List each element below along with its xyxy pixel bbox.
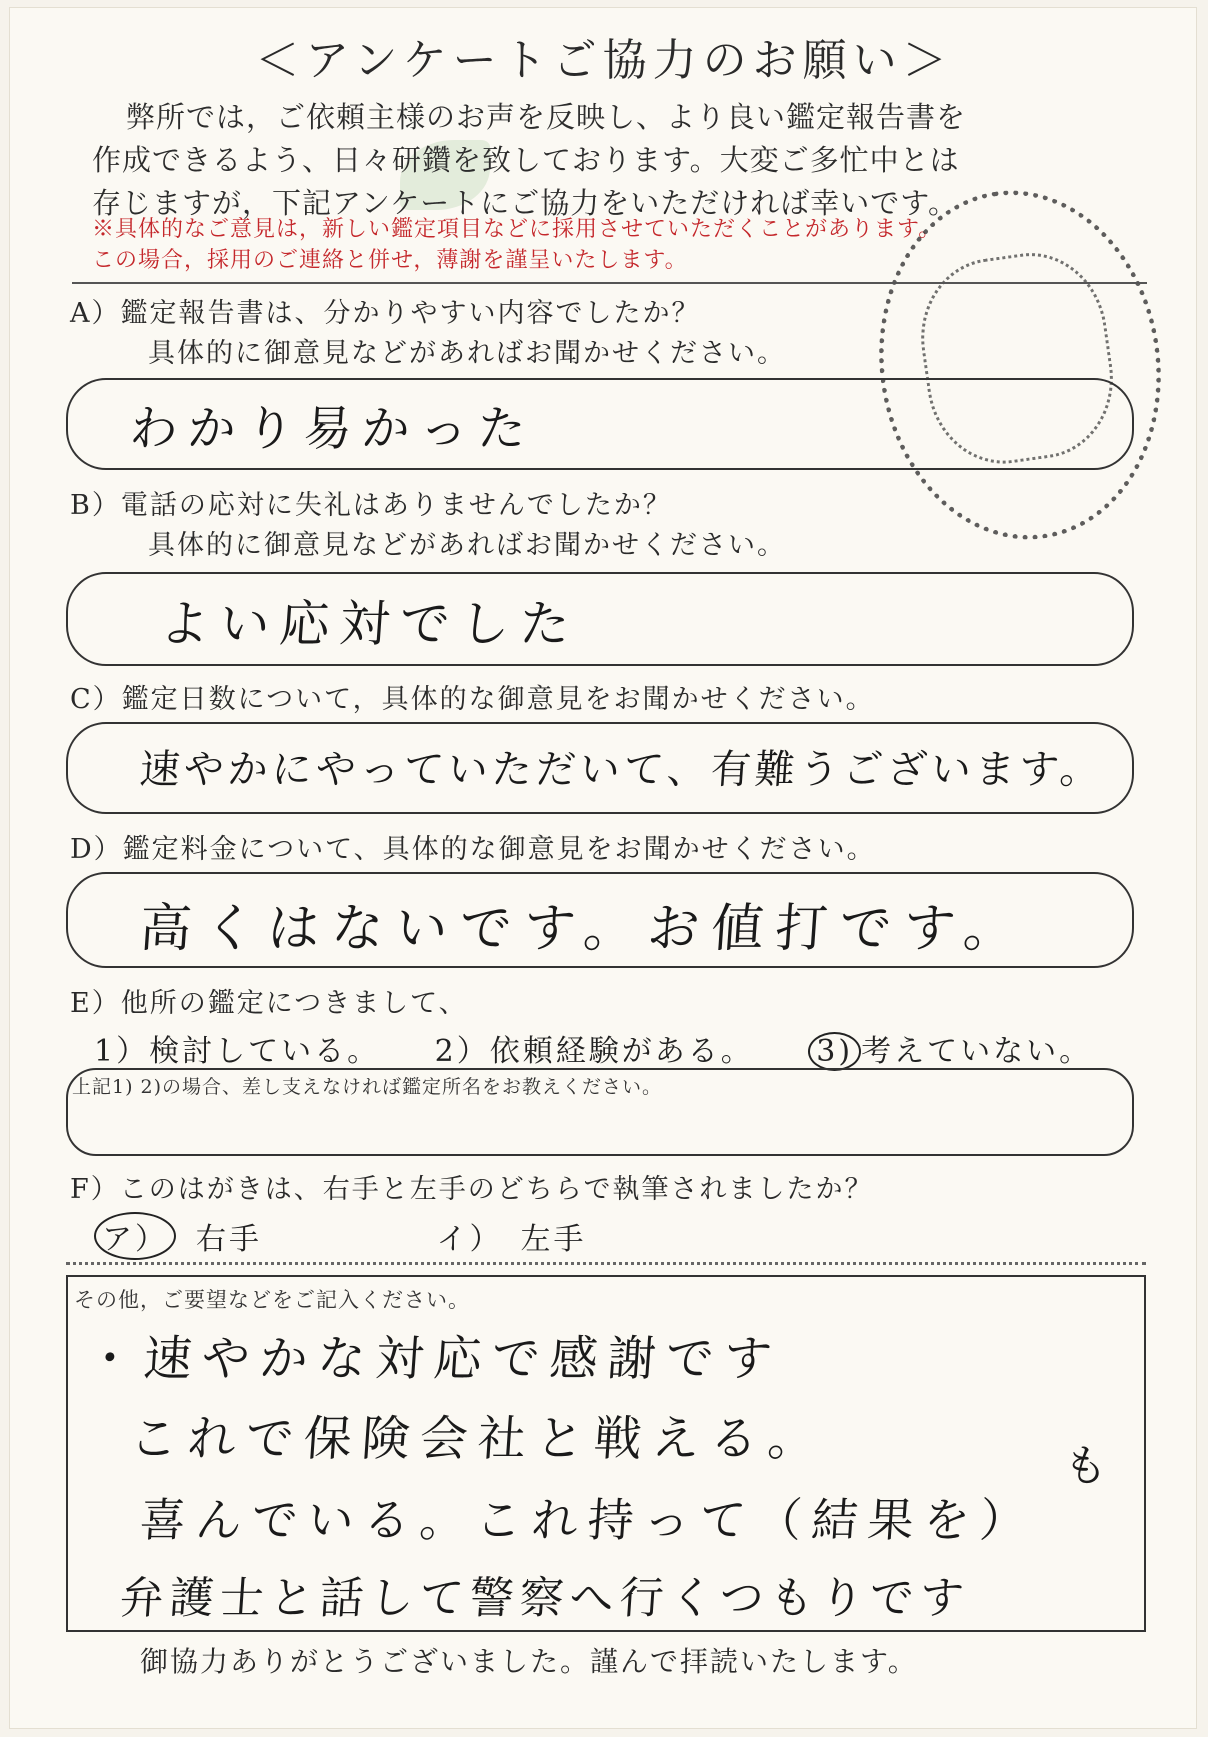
question-d — [70, 830, 876, 870]
other-line-2: これで保険会社と戦える。 — [127, 1411, 828, 1467]
question-e-options — [94, 1026, 1134, 1071]
footer-text: 御協力ありがとうございました。謹んで拝読いたします。 — [140, 1645, 918, 1678]
intro-line-1: 弊所では，ご依頼主様のお声を反映し、より良い鑑定報告書を — [126, 100, 967, 134]
red-note-line-2: この場合，採用のご連絡と併せ，薄謝を謹呈いたします。 — [92, 248, 688, 273]
question-d-label: D）鑑定料金について、具体的な御意見をお聞かせください。 — [70, 834, 876, 865]
question-e-label: E）他所の鑑定につきまして、 — [70, 988, 468, 1019]
question-f-options — [94, 1212, 629, 1260]
intro-line-2: 作成できるよう、日々研鑽を致しております。大変ご多忙中とは — [92, 143, 960, 177]
question-f-label: F）このはがきは、右手と左手のどちらで執筆されましたか？ — [70, 1174, 874, 1205]
option-f-left[interactable]: イ） 左手 — [436, 1222, 587, 1257]
question-a-sub: 具体的に御意見などがあればお聞かせください。 — [148, 338, 786, 369]
other-label: その他，ご要望などをご記入ください。 — [74, 1288, 470, 1312]
question-f — [70, 1170, 873, 1210]
question-c — [70, 680, 875, 720]
question-b — [70, 486, 786, 566]
question-e-note: 上記1) 2)の場合、差し支えなければ鑑定所名をお教えください。 — [72, 1076, 663, 1098]
other-line-3: 喜んでいる。これ持って（結果を） — [137, 1493, 1038, 1547]
intro-line-3: 存じますが，下記アンケートにご協力をいただければ幸いです。 — [92, 186, 958, 220]
option-f-right-text: 右手 — [196, 1222, 262, 1257]
option-e-2[interactable]: 2）依頼経験がある。 — [434, 1034, 754, 1069]
answer-c: 速やかにやっていただいて、有難うございます。 — [138, 747, 1106, 793]
option-e-3-text: 考えていない。 — [861, 1034, 1093, 1069]
page-title: ＜アンケートご協力のお願い＞ — [255, 35, 953, 86]
question-a — [70, 294, 786, 374]
other-line-1: ・速やかな対応で感謝です — [83, 1331, 784, 1387]
answer-b: よい応対でした — [157, 595, 582, 653]
question-e — [70, 984, 468, 1024]
other-line-2b: も — [1061, 1441, 1120, 1492]
divider — [72, 282, 1147, 284]
question-b-label: B）電話の応対に失礼はありませんでしたか？ — [70, 490, 672, 521]
answer-a: わかり易かった — [127, 401, 538, 457]
question-a-label: A）鑑定報告書は、分かりやすい内容でしたか？ — [70, 298, 701, 329]
red-note-line-1: ※具体的なご意見は，新しい鑑定項目などに採用させていただくことがあります。 — [92, 217, 942, 242]
dotted-divider — [66, 1262, 1146, 1265]
question-b-sub: 具体的に御意見などがあればお聞かせください。 — [148, 530, 786, 561]
option-e-1[interactable]: 1）検討している。 — [94, 1034, 381, 1069]
option-e-3-circled[interactable]: 3) — [808, 1032, 861, 1071]
answer-box-e[interactable] — [66, 1068, 1134, 1156]
other-line-4: 弁護士と話して警察へ行くつもりです — [117, 1573, 972, 1624]
answer-d: 高くはないです。お値打です。 — [137, 899, 1030, 959]
option-f-right-circled[interactable]: ア） — [94, 1212, 176, 1260]
question-c-label: C）鑑定日数について，具体的な御意見をお聞かせください。 — [70, 684, 875, 715]
